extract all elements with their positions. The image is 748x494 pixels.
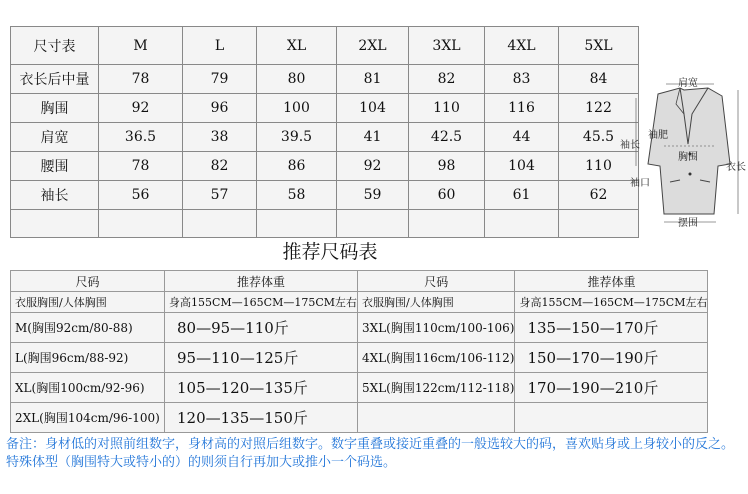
measure-value-cell: 78	[99, 152, 183, 181]
measure-value-cell: 57	[183, 181, 257, 210]
measure-value-cell: 42.5	[409, 123, 485, 152]
measure-value-cell: 98	[409, 152, 485, 181]
measure-value-cell: 110	[559, 152, 639, 181]
measure-value-cell: 80	[257, 65, 337, 94]
size-label-cell: 2XL(胸围104cm/96-100)	[11, 403, 165, 433]
recommend-header-cell: 推荐体重	[515, 271, 708, 292]
measure-name-cell: 衣长后中量	[11, 65, 99, 94]
measure-value-cell: 36.5	[99, 123, 183, 152]
measure-name-cell: 袖长	[11, 181, 99, 210]
recommend-size-table	[10, 270, 708, 433]
measure-value-cell	[485, 210, 559, 238]
recommend-header-cell: 推荐体重	[165, 271, 358, 292]
table-row	[11, 343, 708, 373]
size-chart-table	[10, 26, 639, 238]
measure-value-cell: 122	[559, 94, 639, 123]
measure-value-cell: 82	[409, 65, 485, 94]
size-header-cell: XL	[257, 27, 337, 65]
weight-range-cell	[515, 403, 708, 433]
measure-value-cell: 86	[257, 152, 337, 181]
measure-name-cell: 肩宽	[11, 123, 99, 152]
measure-value-cell: 41	[337, 123, 409, 152]
measure-value-cell: 58	[257, 181, 337, 210]
weight-range-cell: 80—95—110斤	[165, 313, 358, 343]
recommend-subheader-row	[11, 292, 708, 313]
measure-value-cell: 110	[409, 94, 485, 123]
measure-value-cell: 83	[485, 65, 559, 94]
size-label-cell: M(胸围92cm/80-88)	[11, 313, 165, 343]
size-header-cell: M	[99, 27, 183, 65]
table-row	[11, 65, 639, 94]
size-label-cell: 5XL(胸围122cm/112-118)	[358, 373, 515, 403]
chest-label: 胸围	[678, 152, 698, 163]
recommend-title: 推荐尺码表	[282, 241, 378, 263]
table-row	[11, 94, 639, 123]
size-label-cell: XL(胸围100cm/92-96)	[11, 373, 165, 403]
table-row	[11, 403, 708, 433]
measure-value-cell: 92	[337, 152, 409, 181]
table-row	[11, 210, 639, 238]
measure-value-cell	[257, 210, 337, 238]
measure-value-cell: 38	[183, 123, 257, 152]
table-row	[11, 123, 639, 152]
measure-value-cell	[99, 210, 183, 238]
length-label: 衣长	[726, 162, 746, 173]
table-row	[11, 313, 708, 343]
measure-name-cell: 胸围	[11, 94, 99, 123]
hem-label: 摆围	[678, 218, 698, 229]
weight-range-cell: 105—120—135斤	[165, 373, 358, 403]
measure-name-cell: 腰围	[11, 152, 99, 181]
table-row	[11, 152, 639, 181]
measure-value-cell: 104	[485, 152, 559, 181]
measure-value-cell	[183, 210, 257, 238]
size-header-cell: 4XL	[485, 27, 559, 65]
measure-value-cell	[409, 210, 485, 238]
size-header-cell: 5XL	[559, 27, 639, 65]
weight-range-cell: 95—110—125斤	[165, 343, 358, 373]
size-label-cell: 4XL(胸围116cm/106-112)	[358, 343, 515, 373]
weight-range-cell: 135—150—170斤	[515, 313, 708, 343]
measure-value-cell: 44	[485, 123, 559, 152]
measure-value-cell: 60	[409, 181, 485, 210]
measure-value-cell: 56	[99, 181, 183, 210]
measure-value-cell: 84	[559, 65, 639, 94]
size-label-cell: L(胸围96cm/88-92)	[11, 343, 165, 373]
weight-range-cell: 170—190—210斤	[515, 373, 708, 403]
size-header-cell: 尺寸表	[11, 27, 99, 65]
measure-value-cell: 100	[257, 94, 337, 123]
recommend-subheader-cell: 身高155CM—165CM—175CM左右	[515, 292, 708, 313]
jacket-measurement-diagram	[618, 74, 748, 234]
size-header-cell: 2XL	[337, 27, 409, 65]
remark-note: 备注：身材低的对照前组数字，身材高的对照后组数字。数字重叠或接近重叠的一般选较大的码，喜欢贴身或上身较小的反之。特殊体型（胸围特大或特小的）的则须自行再加大或推小一个码选。	[6, 437, 735, 470]
measure-value-cell: 116	[485, 94, 559, 123]
measure-value-cell: 39.5	[257, 123, 337, 152]
measure-value-cell: 96	[183, 94, 257, 123]
measure-name-cell	[11, 210, 99, 238]
measure-value-cell: 104	[337, 94, 409, 123]
size-header-row	[11, 27, 639, 65]
table-row	[11, 373, 708, 403]
measure-value-cell: 45.5	[559, 123, 639, 152]
size-header-cell: 3XL	[409, 27, 485, 65]
size-label-cell: 3XL(胸围110cm/100-106)	[358, 313, 515, 343]
sleeve-length-label: 袖长	[620, 140, 640, 151]
measure-value-cell: 61	[485, 181, 559, 210]
measure-value-cell: 59	[337, 181, 409, 210]
shoulder-label: 肩宽	[678, 78, 698, 89]
table-row	[11, 181, 639, 210]
recommend-header-cell: 尺码	[358, 271, 515, 292]
measure-value-cell: 62	[559, 181, 639, 210]
measure-value-cell: 82	[183, 152, 257, 181]
size-label-cell	[358, 403, 515, 433]
recommend-subheader-cell: 衣服胸围/人体胸围	[11, 292, 165, 313]
measure-value-cell: 79	[183, 65, 257, 94]
recommend-subheader-cell: 衣服胸围/人体胸围	[358, 292, 515, 313]
armhole-label: 袖肥	[648, 130, 668, 141]
size-header-cell: L	[183, 27, 257, 65]
recommend-subheader-cell: 身高155CM—165CM—175CM左右	[165, 292, 358, 313]
weight-range-cell: 120—135—150斤	[165, 403, 358, 433]
measure-value-cell: 78	[99, 65, 183, 94]
measure-value-cell: 92	[99, 94, 183, 123]
measure-value-cell	[337, 210, 409, 238]
recommend-header-cell: 尺码	[11, 271, 165, 292]
recommend-header-row	[11, 271, 708, 292]
weight-range-cell: 150—170—190斤	[515, 343, 708, 373]
measure-value-cell: 81	[337, 65, 409, 94]
cuff-label: 袖口	[630, 178, 650, 189]
